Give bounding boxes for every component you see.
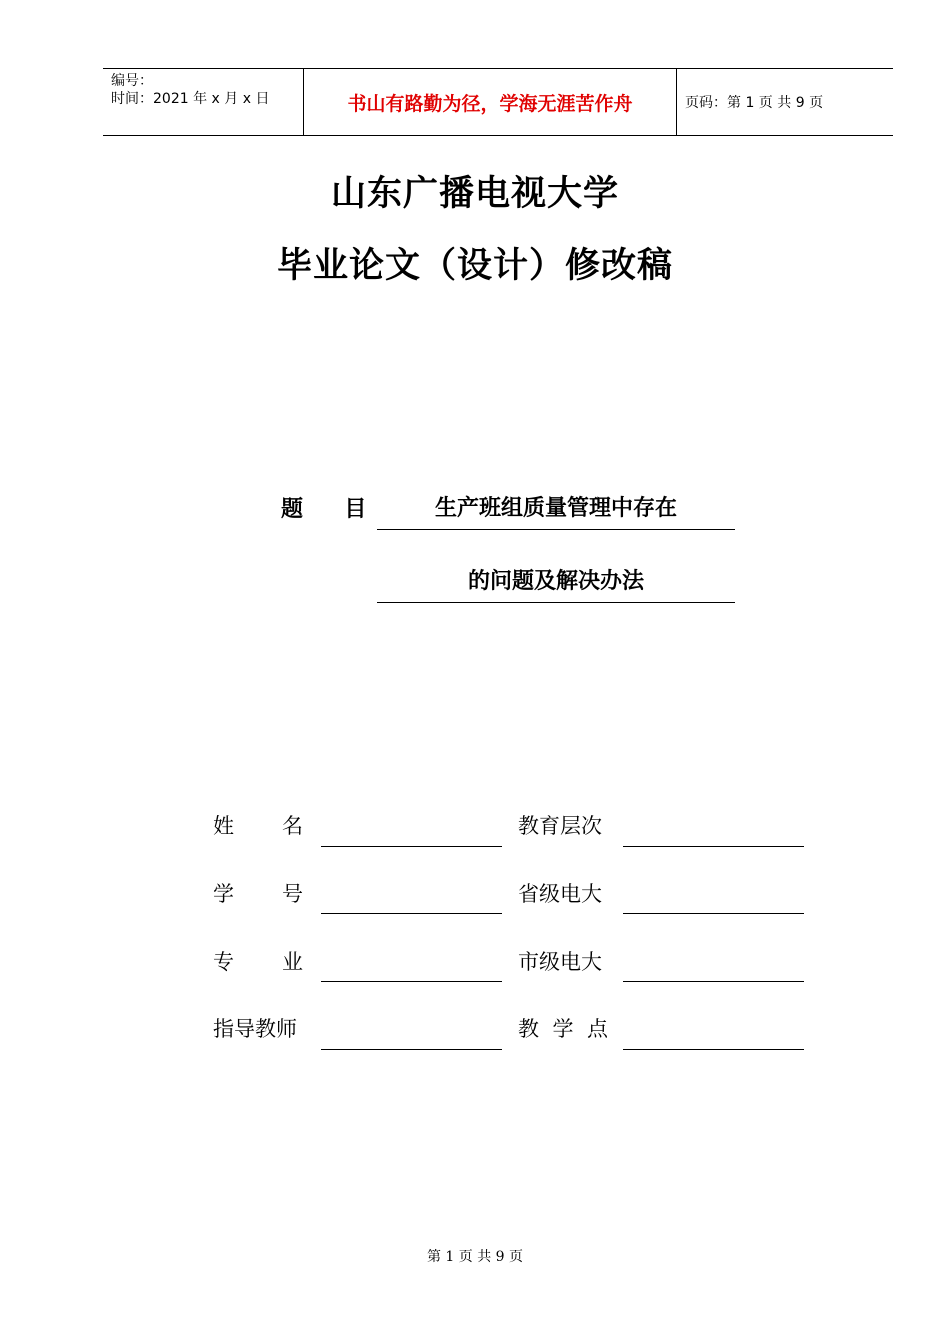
- name-field-line[interactable]: [321, 846, 502, 847]
- header-page-info: 页码：第 1 页 共 9 页: [685, 95, 824, 111]
- page-footer: 第 1 页 共 9 页: [426, 1249, 524, 1265]
- code-label: 编号：: [111, 73, 153, 89]
- document-title: 毕业论文（设计）修改稿: [276, 246, 673, 286]
- name-label: 姓 名: [213, 814, 303, 838]
- university-title: 山东广播电视大学: [330, 174, 619, 214]
- province-tvu-label: 省级电大: [518, 882, 602, 906]
- city-tvu-field-line[interactable]: [623, 981, 804, 982]
- header-motto: 书山有路勤为径，学海无涯苦作舟: [304, 69, 677, 135]
- teaching-site-label: 教 学 点: [518, 1017, 608, 1041]
- advisor-field-line[interactable]: [321, 1049, 502, 1050]
- topic-line-1: 生产班组质量管理中存在: [377, 493, 735, 530]
- teaching-site-field-line[interactable]: [623, 1049, 804, 1050]
- topic-label: [281, 492, 366, 523]
- major-field-line[interactable]: [321, 981, 502, 982]
- topic-label-char-2: 目: [344, 497, 367, 522]
- major-label: 专 业: [213, 950, 303, 974]
- edu-level-label: 教育层次: [518, 814, 602, 838]
- student-id-field-line[interactable]: [321, 913, 502, 914]
- edu-level-field-line[interactable]: [623, 846, 804, 847]
- topic-label-char-1: 题: [281, 497, 304, 522]
- time-label: 时间：2021 年 x 月 x 日: [111, 91, 270, 107]
- advisor-label: 指导教师: [213, 1017, 297, 1041]
- city-tvu-label: 市级电大: [518, 950, 602, 974]
- header-left-cell: [103, 69, 304, 135]
- document-header-table: [103, 68, 893, 136]
- province-tvu-field-line[interactable]: [623, 913, 804, 914]
- topic-line-2: 的问题及解决办法: [377, 566, 735, 603]
- student-id-label: 学 号: [213, 882, 303, 906]
